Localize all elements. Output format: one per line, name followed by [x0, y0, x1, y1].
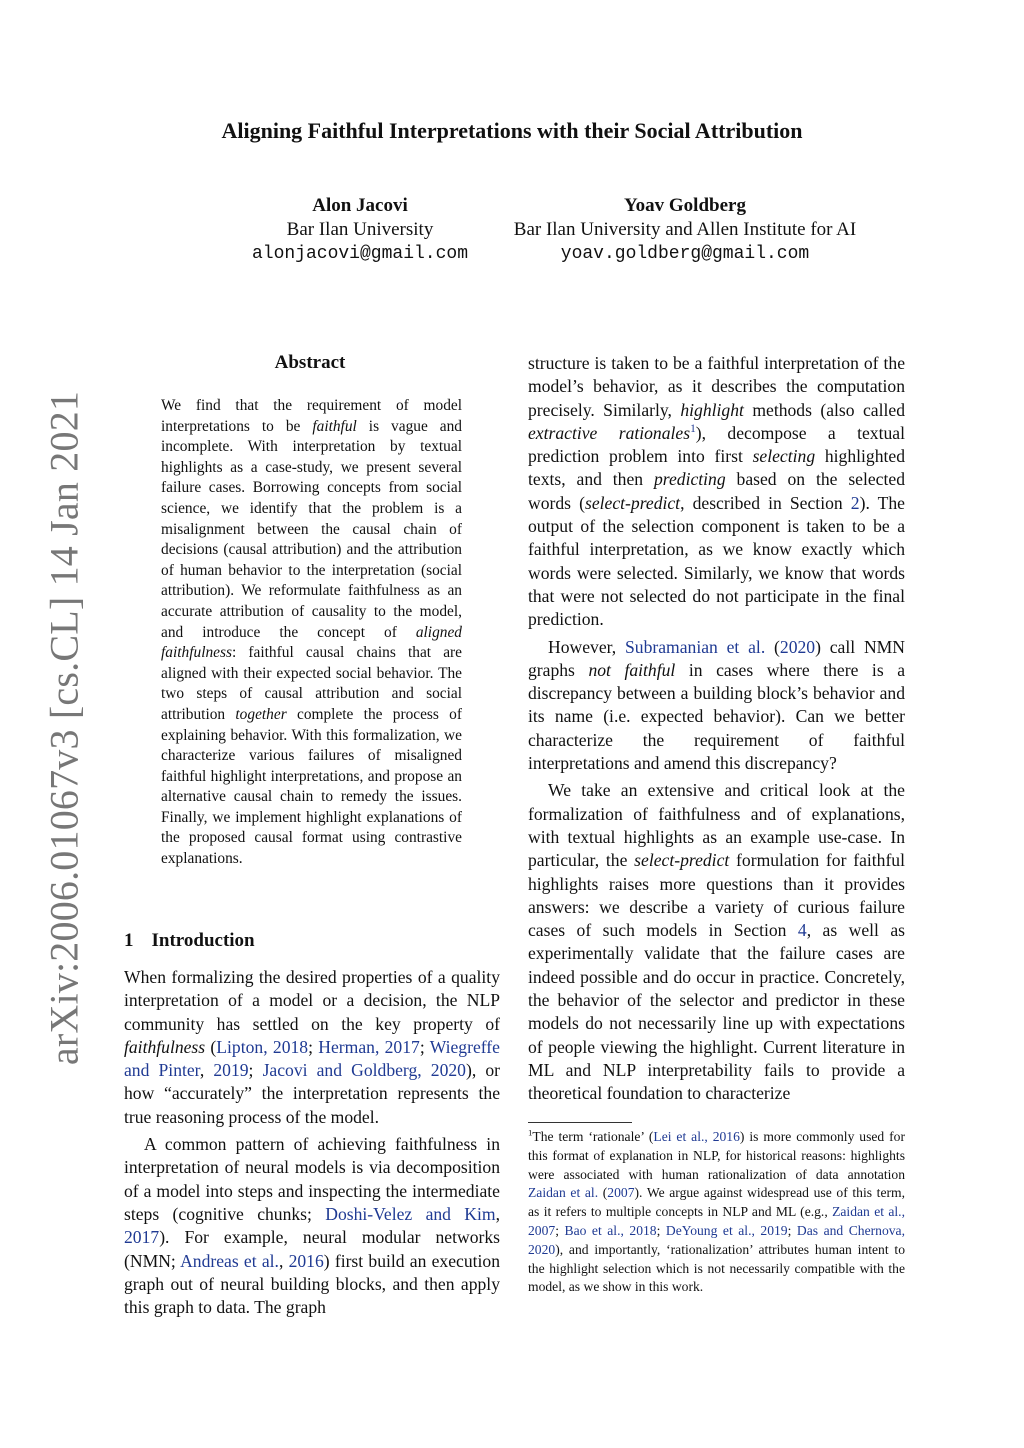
citation-link[interactable]: Zaidan et al. — [528, 1185, 599, 1201]
citation-link[interactable]: Bao et al., 2018 — [564, 1222, 657, 1238]
separator: ( — [765, 636, 780, 657]
abstract-text: is vague and incomplete. With interpretation by textual highlights as a case-study, we present several failure cases. Borrowing concepts from social science, we identify that the problem is a misalignment between the causal chain of decisions (causal attribution) and the attribution of human behavior to the interpretation (social attribution). We reformulate faithfulness as an accurate attribution of causality to the model, and introduce the concept of — [161, 417, 462, 641]
footnote-marker-link[interactable]: 1 — [690, 423, 696, 436]
footnote-text: The term ‘rationale’ ( — [532, 1129, 654, 1144]
citation-link[interactable]: 2016 — [288, 1250, 324, 1271]
citation-link[interactable]: Jacovi and Goldberg, 2020 — [262, 1060, 466, 1081]
citation-link[interactable]: Zaidan et al., 2007 — [528, 1204, 905, 1238]
citation-link[interactable]: Doshi-Velez and Kim — [325, 1203, 496, 1224]
separator: ( — [598, 1185, 608, 1201]
body-text: ). The output of the selection component is taken to be a faithful interpretation, as we know exactly which words were selected. Similarly, we know that words that were not selected do not participate in the final prediction. — [528, 492, 905, 630]
citation-link[interactable]: 2017 — [124, 1227, 160, 1248]
author-email[interactable]: yoav.goldberg@gmail.com — [560, 244, 810, 264]
paragraph-continued — [528, 352, 905, 632]
abstract-emphasis: faithful — [312, 417, 357, 435]
author-name: Alon Jacovi — [312, 195, 408, 216]
body-text: A common pattern of achieving faithfulness in interpretation of neural models is via decomposition of a model into steps and inspecting the intermediate steps (cognitive chunks; — [124, 1134, 500, 1224]
abstract-heading: Abstract — [274, 352, 346, 373]
separator: , — [495, 1203, 500, 1224]
body-text: formulation for faithful highlights raises more questions than it provides answers: we describe a variety of curious failure cases of such models in Section — [528, 850, 905, 941]
citation-link[interactable]: Andreas et al. — [180, 1250, 279, 1271]
body-text: ), decompose a textual prediction problem into first — [528, 422, 905, 467]
emphasis: extractive rationales — [528, 422, 691, 443]
abstract-emphasis: together — [235, 705, 287, 723]
footnote-text: ). We argue against widespread use of this term, as it refers to multiple concepts in NLP and ML (e.g., — [528, 1185, 905, 1220]
body-text: , described in Section — [680, 492, 851, 513]
author-affiliation: Bar Ilan University and Allen Institute for AI — [513, 219, 857, 240]
body-text: ) call NMN graphs — [528, 636, 905, 680]
paragraph — [528, 779, 905, 1105]
citation-link[interactable]: 2019 — [213, 1060, 249, 1081]
body-text: ( — [205, 1036, 217, 1057]
body-text: in cases where there is a discrepancy between a building block’s behavior and its name (i.e. expected behavior). Can we better characterize the requirement of faithful interpretations and amend this discrepancy? — [528, 659, 906, 774]
separator: , — [199, 1060, 214, 1081]
citation-link[interactable]: Wiegreffe and Pinter — [124, 1036, 500, 1081]
footnote-divider — [528, 1122, 632, 1123]
footnote — [528, 1128, 905, 1297]
body-text: , as well as experimentally validate that the failure cases are indeed possible and do occur in practice. Concretely, the behavior of the selector and predictor in these models do not necessarily line up with expectations of people viewing the highlight. Current literature in ML and NLP interpretability fails to provide a theoretical foundation to characterize — [528, 920, 905, 1104]
citation-link[interactable]: Herman, 2017 — [318, 1036, 420, 1057]
citation-link[interactable]: Lipton, 2018 — [216, 1036, 309, 1057]
separator: ; — [555, 1222, 565, 1238]
abstract-body — [161, 396, 462, 870]
paragraph — [124, 966, 500, 1129]
abstract-text: We find that the requirement of model interpretations to be — [161, 397, 462, 435]
separator: , — [278, 1250, 289, 1271]
emphasis: highlight — [680, 399, 744, 420]
arxiv-sidebar-stamp: arXiv:2006.01067v3 [cs.CL] 14 Jan 2021 — [41, 390, 87, 1066]
citation-link[interactable]: Das and Chernova, 2020 — [528, 1222, 905, 1257]
separator: ; — [308, 1036, 319, 1057]
citation-link[interactable]: Lei et al., 2016 — [653, 1129, 740, 1144]
separator: ; — [248, 1060, 263, 1081]
section-ref-link[interactable]: 4 — [797, 920, 807, 941]
abstract-text: : faithful causal chains that are aligned with their expected social behavior. The two steps of causal attribution and social attribution — [161, 644, 462, 723]
section-number: 1 — [124, 930, 134, 951]
body-text: based on the selected words ( — [528, 469, 905, 513]
emphasis: faithfulness — [124, 1036, 206, 1057]
emphasis: predicting — [653, 469, 726, 490]
body-text: However, — [548, 636, 625, 657]
author-name: Yoav Goldberg — [624, 195, 746, 216]
body-text: We take an extensive and critical look at the formalization of faithfulness and of explanations, with textual highlights as an example use-case. In particular, the — [528, 780, 905, 871]
body-text: When formalizing the desired properties of a quality interpretation of a model or a decision, the NLP community has settled on the key property of — [124, 967, 500, 1034]
body-text-continued: ) first build an execution graph out of neural building blocks, and then apply this graph to data. The graph — [124, 1250, 501, 1318]
left-column-body — [124, 966, 500, 1319]
author-block-2 — [480, 194, 890, 266]
author-email[interactable]: alonjacovi@gmail.com — [251, 244, 469, 264]
abstract-text: complete the process of explaining behavior. With this formalization, we characterize various failures of misaligned faithful highlight interpretations, and propose an alternative causal chain to remedy the issues. Finally, we implement highlight explanations of the proposed causal format using contrastive explanations. — [161, 705, 463, 868]
separator: ; — [656, 1222, 666, 1238]
citation-link[interactable]: Subramanian et al. — [624, 636, 766, 657]
emphasis: selecting — [752, 446, 816, 467]
footnote-number: 1 — [528, 1127, 533, 1138]
citation-link[interactable]: 2020 — [779, 636, 816, 657]
body-text: methods (also called — [743, 399, 905, 420]
body-text: ). For example, neural modular networks (NMN; — [124, 1227, 500, 1271]
emphasis: select-predict — [584, 492, 681, 513]
paragraph — [124, 1133, 500, 1319]
separator: ; — [787, 1222, 797, 1238]
citation-link[interactable]: DeYoung et al., 2019 — [665, 1222, 788, 1238]
paper-title: Aligning Faithful Interpretations with their Social Attribution — [221, 118, 803, 143]
author-affiliation: Bar Ilan University — [286, 219, 434, 240]
body-text: structure is taken to be a faithful interpretation of the model’s behavior, as it describes the computation precisely. Similarly, — [528, 353, 905, 420]
section-ref-link[interactable]: 2 — [850, 492, 860, 513]
section-heading — [124, 930, 255, 952]
emphasis: not faithful — [588, 659, 676, 680]
separator: ; — [419, 1036, 430, 1057]
footnote-text: ), and importantly, ‘rationalization’ attributes human intent to the highlight selection which is not necessarily compatible with the model, as we show in this work. — [528, 1241, 905, 1295]
body-text: highlighted texts, and then — [528, 446, 905, 490]
abstract-emphasis: aligned faithfulness — [161, 623, 462, 662]
body-text: ), or how “accurately” the interpretation represents the true reasoning process of the model. — [124, 1060, 501, 1127]
emphasis: select-predict — [634, 850, 730, 871]
citation-link[interactable]: 2007 — [607, 1185, 635, 1201]
footnote-text: ) is more commonly used for this format of explanation in NLP, for historical reasons: highlights were associated with human rationalization of data annotation — [528, 1129, 905, 1182]
section-title: Introduction — [151, 930, 255, 951]
paragraph — [528, 636, 905, 776]
right-column-body — [528, 352, 905, 1106]
